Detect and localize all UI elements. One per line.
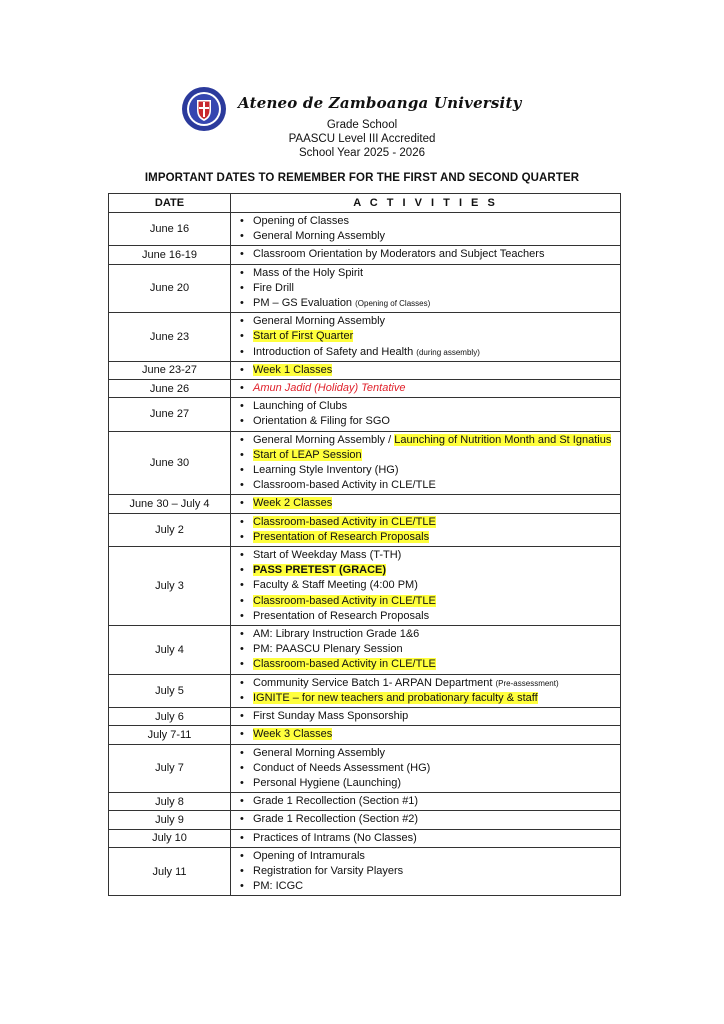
table-row <box>109 495 621 513</box>
row-activities <box>231 829 621 847</box>
activity-item <box>231 794 616 809</box>
activity-text: IGNITE – for new teachers and probationary faculty & staff <box>253 691 538 704</box>
activity-list <box>231 849 616 895</box>
document-header <box>0 82 724 162</box>
row-date: July 11 <box>109 847 231 896</box>
row-date: June 30 <box>109 431 231 495</box>
table-row <box>109 213 621 246</box>
activity-text: Faculty & Staff Meeting (4:00 PM) <box>253 579 418 592</box>
activity-item <box>231 363 616 378</box>
row-date: June 26 <box>109 380 231 398</box>
activity-item <box>231 266 616 281</box>
activity-item <box>231 657 616 672</box>
row-date: June 27 <box>109 398 231 431</box>
row-date: July 10 <box>109 829 231 847</box>
activity-item <box>231 776 616 791</box>
activity-text: Week 1 Classes <box>253 363 333 376</box>
activity-highlighted-text: Launching of Nutrition Month and St Ignatius <box>394 433 612 446</box>
row-activities <box>231 361 621 379</box>
activity-list <box>231 314 616 360</box>
activity-item <box>231 563 616 578</box>
activity-list <box>231 247 616 262</box>
division-label: Grade School <box>326 119 398 131</box>
table-row <box>109 829 621 847</box>
activity-text: General Morning Assembly <box>253 315 386 328</box>
activity-text: Launching of Clubs <box>253 400 348 413</box>
row-activities <box>231 213 621 246</box>
activity-item <box>231 627 616 642</box>
activity-text: Fire Drill <box>253 281 294 294</box>
table-row <box>109 361 621 379</box>
activity-text: Practices of Intrams (No Classes) <box>253 831 417 844</box>
activity-list <box>231 496 616 511</box>
row-date: June 20 <box>109 264 231 313</box>
activity-text: Start of First Quarter <box>253 330 354 343</box>
activity-text: Grade 1 Recollection (Section #2) <box>253 813 419 826</box>
row-date: July 3 <box>109 547 231 626</box>
table-row <box>109 380 621 398</box>
activity-list <box>231 266 616 312</box>
activity-text: Week 2 Classes <box>253 497 333 510</box>
activity-text: Personal Hygiene (Launching) <box>253 776 401 789</box>
activity-item <box>231 229 616 244</box>
row-activities <box>231 380 621 398</box>
table-row <box>109 313 621 362</box>
activity-note: (during assembly) <box>416 347 480 357</box>
activity-item <box>231 761 616 776</box>
table-row <box>109 626 621 675</box>
activity-text: Introduction of Safety and Health <box>253 345 414 358</box>
activity-item <box>231 676 616 691</box>
activity-item <box>231 709 616 724</box>
activity-text: Classroom-based Activity in CLE/TLE <box>253 594 436 607</box>
activity-text: General Morning Assembly <box>253 746 386 759</box>
table-row <box>109 246 621 264</box>
activity-text: Presentation of Research Proposals <box>253 530 430 543</box>
activity-text: First Sunday Mass Sponsorship <box>253 710 409 723</box>
row-activities <box>231 744 621 793</box>
row-date: July 7-11 <box>109 726 231 744</box>
activity-list <box>231 831 616 846</box>
activity-list <box>231 399 616 429</box>
row-date: July 7 <box>109 744 231 793</box>
activity-item <box>231 594 616 609</box>
activities-column-header: A C T I V I T I E S <box>231 194 621 213</box>
row-activities <box>231 313 621 362</box>
activity-item <box>231 345 616 360</box>
activity-text: General Morning Assembly / <box>253 433 395 446</box>
activity-text: Presentation of Research Proposals <box>253 609 430 622</box>
activity-item <box>231 314 616 329</box>
row-date: June 23 <box>109 313 231 362</box>
table-row <box>109 708 621 726</box>
activity-item <box>231 399 616 414</box>
activity-item <box>231 812 616 827</box>
activity-text: PASS PRETEST (GRACE) <box>253 564 387 577</box>
activity-note: (Pre-assessment) <box>495 678 559 688</box>
table-row <box>109 431 621 495</box>
activity-item <box>231 381 616 396</box>
school-year-label: School Year 2025 - 2026 <box>299 147 425 159</box>
activity-text: Classroom-based Activity in CLE/TLE <box>253 479 436 492</box>
activity-text: Learning Style Inventory (HG) <box>253 464 399 477</box>
activity-text: PM – GS Evaluation <box>253 297 353 310</box>
table-row <box>109 847 621 896</box>
activity-text: Classroom-based Activity in CLE/TLE <box>253 515 436 528</box>
activity-item <box>231 530 616 545</box>
activity-item <box>231 831 616 846</box>
activity-text: Grade 1 Recollection (Section #1) <box>253 795 419 808</box>
table-row <box>109 547 621 626</box>
activity-text: Orientation & Filing for SGO <box>253 415 390 428</box>
activity-list <box>231 381 616 396</box>
table-row <box>109 793 621 811</box>
activity-item <box>231 609 616 624</box>
activity-item <box>231 478 616 493</box>
row-date: July 6 <box>109 708 231 726</box>
document-title: IMPORTANT DATES TO REMEMBER FOR THE FIRST AND SECOND QUARTER <box>144 172 580 184</box>
row-date: July 4 <box>109 626 231 675</box>
row-activities <box>231 398 621 431</box>
schedule-table <box>108 193 621 896</box>
table-row <box>109 513 621 546</box>
row-activities <box>231 495 621 513</box>
activity-item <box>231 448 616 463</box>
activity-item <box>231 214 616 229</box>
activity-list <box>231 363 616 378</box>
row-activities <box>231 674 621 707</box>
activity-list <box>231 709 616 724</box>
activity-list <box>231 214 616 244</box>
activity-text: Amun Jadid (Holiday) Tentative <box>253 382 406 395</box>
activity-text: Start of LEAP Session <box>253 448 362 461</box>
activity-item <box>231 281 616 296</box>
row-activities <box>231 708 621 726</box>
activity-text: Community Service Batch 1- ARPAN Department <box>253 676 493 689</box>
activity-text: Opening of Intramurals <box>253 849 365 862</box>
activity-item <box>231 433 616 448</box>
row-date: July 9 <box>109 811 231 829</box>
activity-text: Start of Weekday Mass (T-TH) <box>253 549 402 562</box>
activity-list <box>231 746 616 792</box>
activity-item <box>231 642 616 657</box>
row-activities <box>231 513 621 546</box>
activity-list <box>231 794 616 809</box>
row-date: June 23-27 <box>109 361 231 379</box>
activity-item <box>231 548 616 563</box>
activity-list <box>231 676 616 706</box>
activity-item <box>231 296 616 311</box>
activity-item <box>231 496 616 511</box>
row-date: June 16-19 <box>109 246 231 264</box>
activity-item <box>231 329 616 344</box>
row-date: July 5 <box>109 674 231 707</box>
activity-list <box>231 727 616 742</box>
activity-list <box>231 627 616 673</box>
row-activities <box>231 793 621 811</box>
activity-text: General Morning Assembly <box>253 230 386 243</box>
activity-item <box>231 515 616 530</box>
activity-text: Registration for Varsity Players <box>253 864 404 877</box>
row-date: July 8 <box>109 793 231 811</box>
row-activities <box>231 246 621 264</box>
table-row <box>109 744 621 793</box>
date-column-header: DATE <box>109 194 231 213</box>
table-row <box>109 674 621 707</box>
activity-note: (Opening of Classes) <box>355 299 431 309</box>
activity-item <box>231 727 616 742</box>
table-row <box>109 811 621 829</box>
row-date: June 16 <box>109 213 231 246</box>
university-name: Ateneo de Zamboanga University <box>238 94 522 112</box>
activity-text: Classroom-based Activity in CLE/TLE <box>253 658 436 671</box>
activity-item <box>231 849 616 864</box>
row-activities <box>231 811 621 829</box>
row-activities <box>231 847 621 896</box>
table-row <box>109 726 621 744</box>
row-activities <box>231 626 621 675</box>
row-activities <box>231 431 621 495</box>
activity-item <box>231 864 616 879</box>
activity-item <box>231 247 616 262</box>
table-header-row <box>109 194 621 213</box>
activity-text: PM: ICGC <box>253 880 304 893</box>
activity-text: Classroom Orientation by Moderators and Subject Teachers <box>253 248 545 261</box>
activity-text: Week 3 Classes <box>253 728 333 741</box>
activity-text: PM: PAASCU Plenary Session <box>253 643 403 656</box>
activity-list <box>231 515 616 545</box>
table-row <box>109 398 621 431</box>
activity-list <box>231 433 616 494</box>
activity-text: Mass of the Holy Spirit <box>253 266 364 279</box>
activity-text: AM: Library Instruction Grade 1&6 <box>253 628 420 641</box>
activity-item <box>231 578 616 593</box>
activity-text: Opening of Classes <box>253 215 349 227</box>
activity-item <box>231 691 616 706</box>
accreditation-label: PAASCU Level III Accredited <box>288 133 436 145</box>
row-date: June 30 – July 4 <box>109 495 231 513</box>
activity-list <box>231 812 616 827</box>
row-activities <box>231 726 621 744</box>
row-activities <box>231 547 621 626</box>
activity-item <box>231 746 616 761</box>
row-activities <box>231 264 621 313</box>
table-row <box>109 264 621 313</box>
activity-text: Conduct of Needs Assessment (HG) <box>253 761 431 774</box>
activity-item <box>231 463 616 478</box>
activity-item <box>231 414 616 429</box>
activity-item <box>231 879 616 894</box>
row-date: July 2 <box>109 513 231 546</box>
activity-list <box>231 548 616 624</box>
